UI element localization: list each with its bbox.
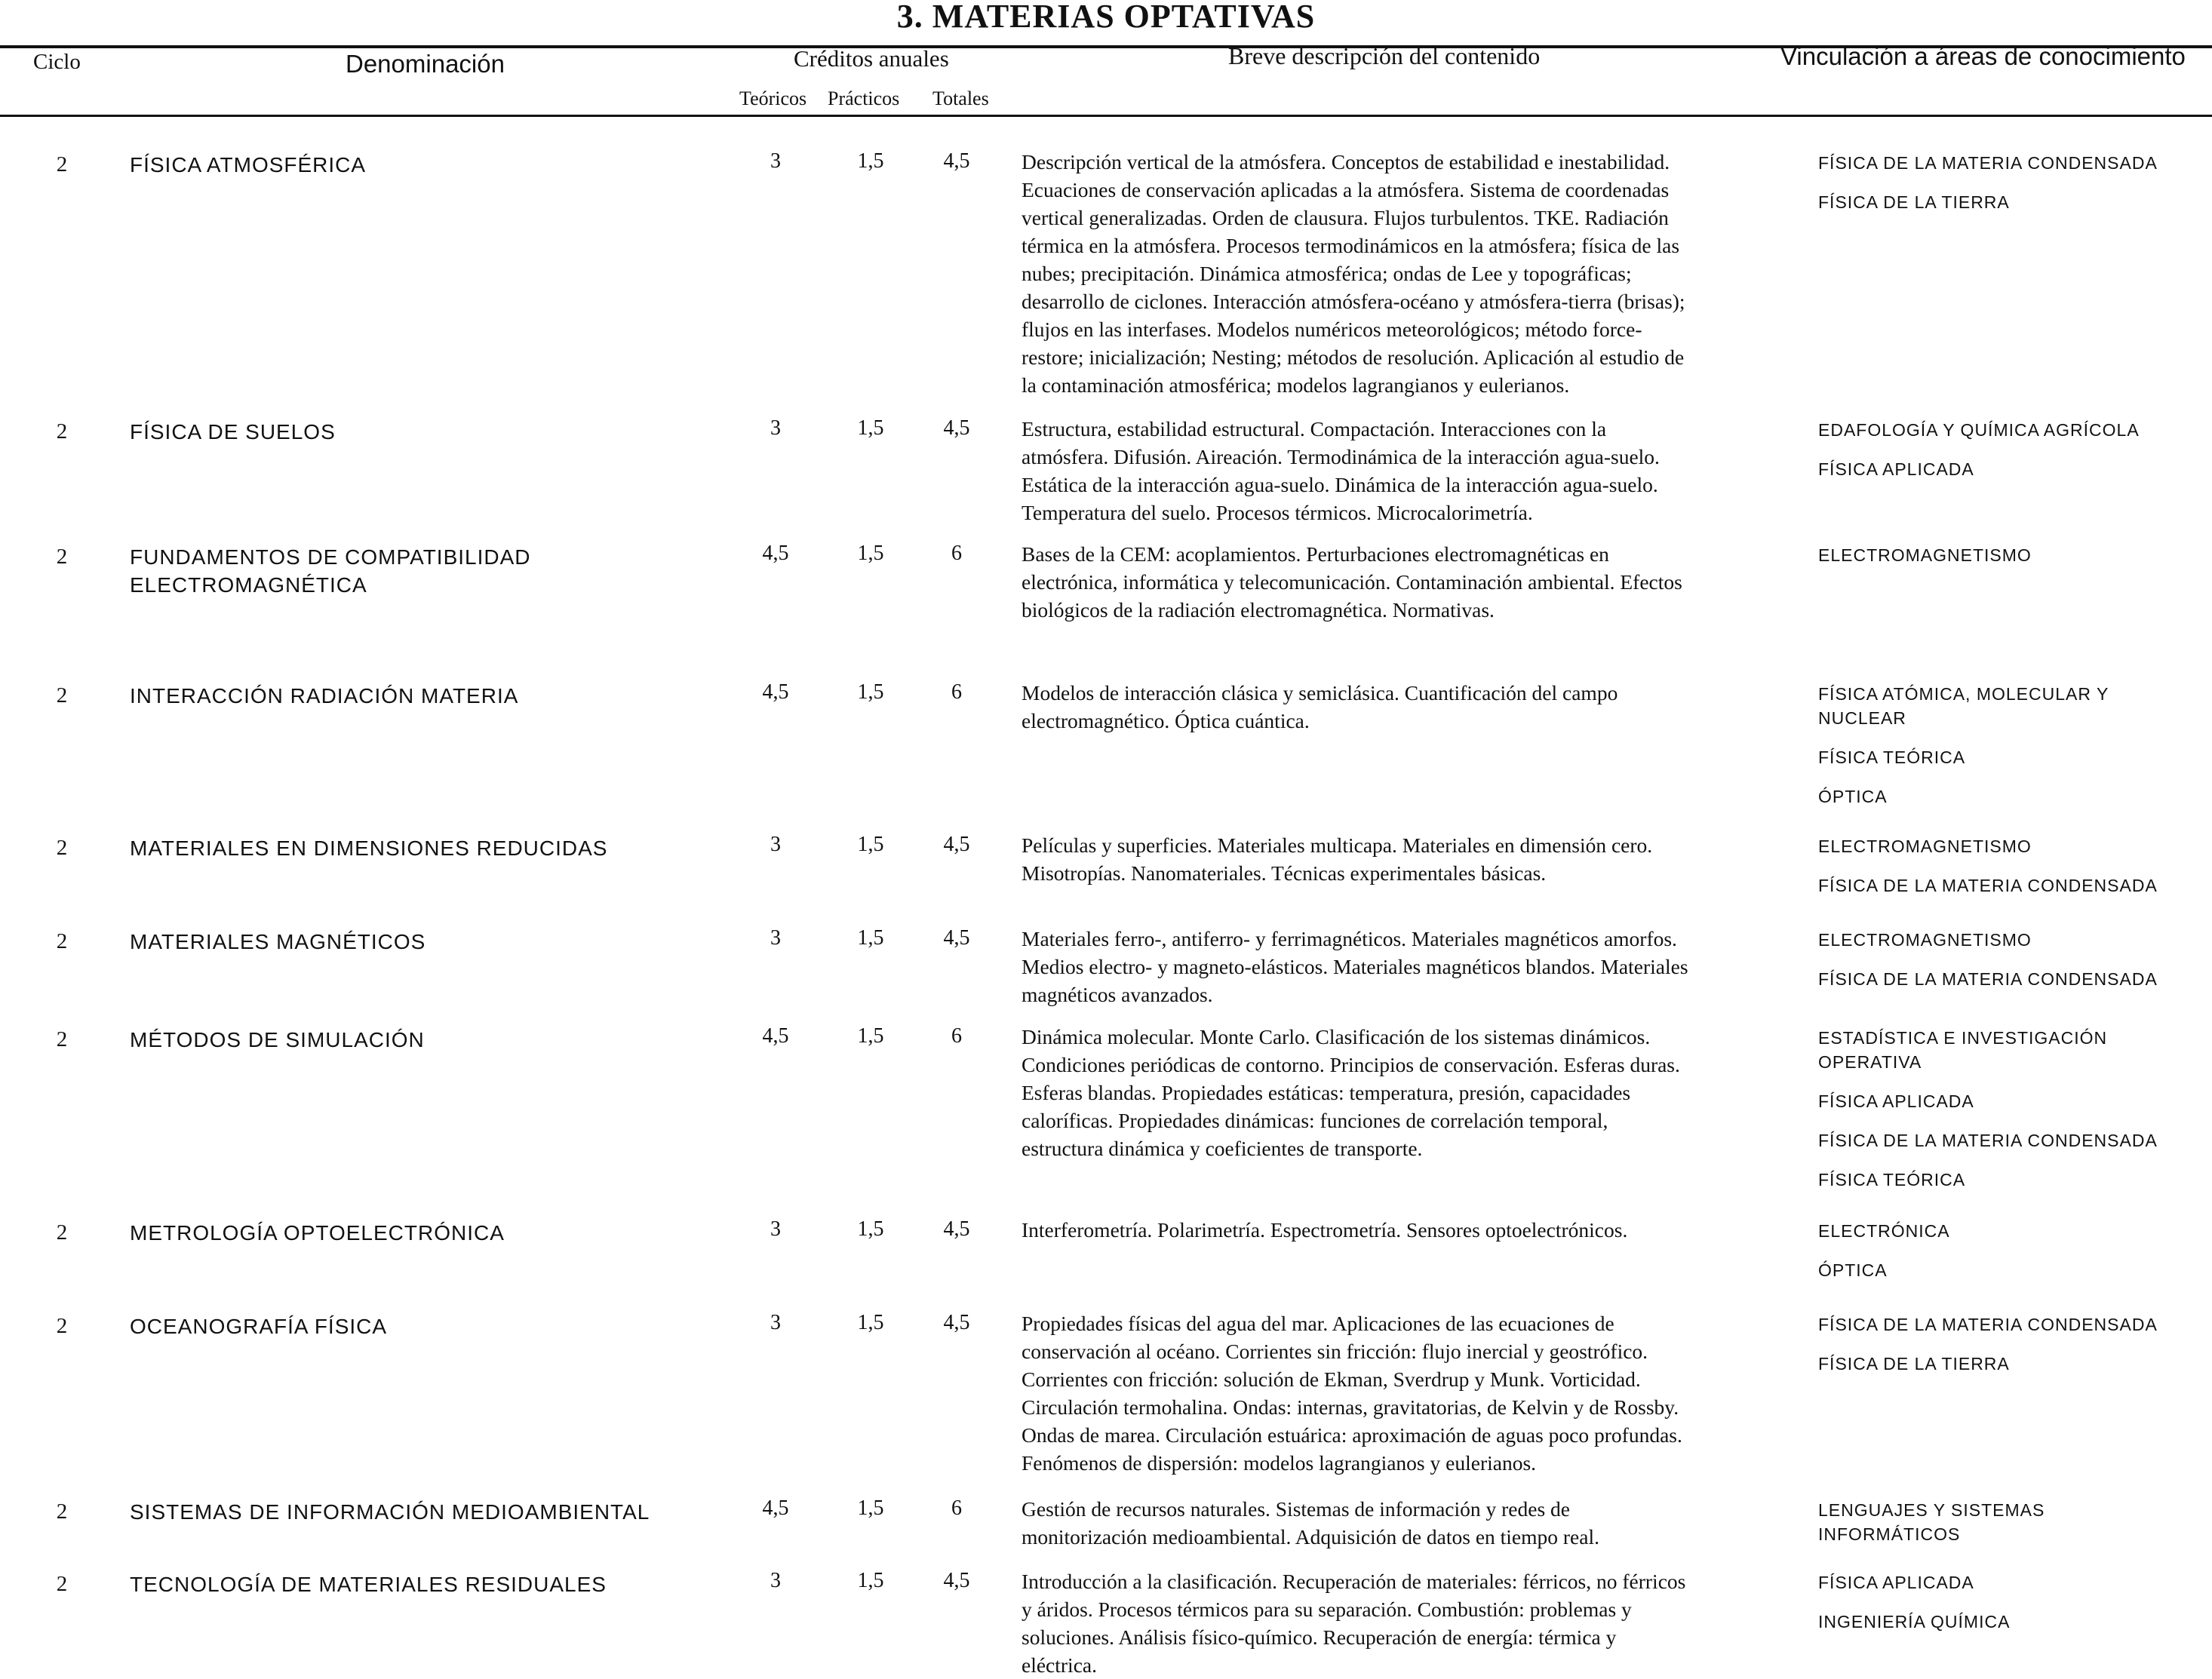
vinculacion-cell: [1818, 682, 2150, 824]
denominacion-cell: FÍSICA DE SUELOS: [130, 420, 336, 444]
descripcion-line: Descripción vertical de la atmósfera. Conceptos de estabilidad e inestabilidad.: [1022, 150, 1670, 173]
descripcion-line: Temperatura del suelo. Procesos térmicos. Microcalorimetría.: [1022, 501, 1533, 524]
area-item: FÍSICA TEÓRICA: [1818, 1170, 1966, 1189]
totales-cell: 4,5: [943, 1217, 970, 1241]
denominacion-cell: FUNDAMENTOS DE COMPATIBILIDAD ELECTROMAGNÉTICA: [130, 545, 531, 597]
descripcion-line: Gestión de recursos naturales. Sistemas de información y redes de: [1022, 1497, 1571, 1521]
denominacion-cell: INTERACCIÓN RADIACIÓN MATERIA: [130, 684, 519, 708]
header-creditos: Créditos anuales: [794, 45, 949, 72]
descripcion-line: Estática de la interacción agua-suelo. Dinámica de la interacción agua-suelo.: [1022, 473, 1658, 496]
descripcion-line: Circulación termohalina. Ondas: internas, gravitatorias, de Kelvin y de Rossby.: [1022, 1395, 1679, 1419]
totales-cell: 6: [951, 542, 962, 565]
descripcion-line: Propiedades físicas del agua del mar. Aplicaciones de las ecuaciones de: [1022, 1312, 1614, 1335]
vinculacion-cell: [1818, 1498, 2090, 1561]
header-descripcion: Breve descripción del contenido: [1228, 42, 1541, 69]
area-item: FÍSICA APLICADA: [1818, 1091, 1974, 1111]
teoricos-cell: 4,5: [762, 680, 789, 704]
practicos-cell: 1,5: [857, 416, 884, 440]
teoricos-cell: 3: [770, 1569, 781, 1592]
descripcion-line: desarrollo de ciclones. Interacción atmósfera-océano y atmósfera-tierra (brisas);: [1022, 290, 1685, 313]
descripcion-line: Ecuaciones de conservación aplicadas a la atmósfera. Sistema de coordenadas: [1022, 178, 1670, 201]
descripcion-line: Misotropías. Nanomateriales. Técnicas experimentales básicas.: [1022, 861, 1547, 885]
teoricos-cell: 3: [770, 833, 781, 856]
totales-cell: 6: [951, 1024, 962, 1048]
totales-cell: 4,5: [943, 1311, 970, 1334]
vinculacion-cell: [1818, 151, 2210, 229]
teoricos-cell: 3: [770, 1217, 781, 1241]
area-item: LENGUAJES Y SISTEMAS INFORMÁTICOS: [1818, 1500, 2045, 1544]
totales-cell: 4,5: [943, 149, 970, 173]
practicos-cell: 1,5: [857, 542, 884, 565]
denominacion-cell: MATERIALES EN DIMENSIONES REDUCIDAS: [130, 836, 608, 860]
page-title: 3. MATERIAS OPTATIVAS: [896, 0, 1316, 35]
descripcion-line: Ondas de marea. Circulación estuárica: aproximación de aguas poco profundas.: [1022, 1423, 1682, 1447]
totales-cell: 4,5: [943, 1569, 970, 1592]
practicos-cell: 1,5: [857, 926, 884, 950]
descripcion-line: electromagnético. Óptica cuántica.: [1022, 709, 1310, 732]
vinculacion-cell: [1818, 543, 2210, 582]
descripcion-line: Esferas blandas. Propiedades estáticas: temperatura, presión, capacidades: [1022, 1081, 1631, 1104]
header-denominacion: Denominación: [346, 50, 505, 78]
descripcion-line: atmósfera. Difusión. Aireación. Termodinámica de la interacción agua-suelo.: [1022, 445, 1660, 468]
area-item: ELECTROMAGNETISMO: [1818, 930, 2032, 950]
header-practicos: Prácticos: [828, 87, 900, 109]
descripcion-cell: [1022, 1023, 1776, 1162]
teoricos-cell: 3: [770, 149, 781, 173]
ciclo-cell: 2: [56, 545, 68, 569]
vinculacion-cell: [1818, 1026, 2180, 1207]
practicos-cell: 1,5: [857, 1311, 884, 1334]
descripcion-line: restore; inicialización; Nesting; métodos de resolución. Aplicación al estudio de: [1022, 345, 1685, 369]
header-vinculacion: Vinculación a áreas de conocimiento: [1780, 42, 2186, 70]
area-item: FÍSICA ATÓMICA, MOLECULAR Y NUCLEAR: [1818, 684, 2109, 728]
descripcion-line: Materiales ferro-, antiferro- y ferrimagnéticos. Materiales magnéticos amorfos.: [1022, 927, 1677, 950]
descripcion-cell: [1022, 148, 1776, 399]
totales-cell: 6: [951, 1496, 962, 1520]
header-teoricos: Teóricos: [739, 87, 807, 109]
ciclo-cell: 2: [56, 929, 68, 953]
ciclo-cell: 2: [56, 1499, 68, 1524]
descripcion-line: soluciones. Análisis físico-químico. Recuperación de energía: térmica y: [1022, 1625, 1617, 1649]
area-item: FÍSICA DE LA TIERRA: [1818, 192, 2010, 212]
area-item: FÍSICA DE LA MATERIA CONDENSADA: [1818, 1131, 2158, 1150]
descripcion-line: la contaminación atmosférica; modelos lagrangianos y eulerianos.: [1022, 373, 1570, 397]
descripcion-cell: [1022, 679, 1776, 735]
descripcion-line: Medios electro- y magneto-elásticos. Materiales magnéticos blandos. Materiales: [1022, 955, 1688, 978]
descripcion-line: nubes; precipitación. Dinámica atmosférica; ondas de Lee y topográficas;: [1022, 262, 1632, 285]
teoricos-cell: 3: [770, 1311, 781, 1334]
descripcion-line: Condiciones periódicas de contorno. Principios de conservación. Esferas duras.: [1022, 1053, 1680, 1076]
header-totales: Totales: [932, 87, 989, 109]
area-item: ESTADÍSTICA E INVESTIGACIÓN OPERATIVA: [1818, 1028, 2108, 1072]
denominacion-cell: SISTEMAS DE INFORMACIÓN MEDIOAMBIENTAL: [130, 1500, 650, 1524]
area-item: ÓPTICA: [1818, 1260, 1888, 1280]
practicos-cell: 1,5: [857, 1217, 884, 1241]
practicos-cell: 1,5: [857, 1024, 884, 1048]
vinculacion-cell: [1818, 834, 2210, 913]
totales-cell: 6: [951, 680, 962, 704]
area-item: FÍSICA DE LA MATERIA CONDENSADA: [1818, 876, 2158, 895]
descripcion-cell: [1022, 1309, 1776, 1477]
vinculacion-cell: [1818, 1219, 2210, 1297]
area-item: FÍSICA DE LA MATERIA CONDENSADA: [1818, 153, 2158, 173]
descripcion-line: y áridos. Procesos térmicos para su separación. Combustión: problemas y: [1022, 1598, 1632, 1621]
teoricos-cell: 3: [770, 416, 781, 440]
denominacion-cell: TECNOLOGÍA DE MATERIALES RESIDUALES: [130, 1573, 607, 1596]
descripcion-line: Corrientes con fricción: solución de Ekman, Sverdrup y Munk. Vorticidad.: [1022, 1367, 1641, 1391]
ciclo-cell: 2: [56, 683, 68, 708]
descripcion-line: Dinámica molecular. Monte Carlo. Clasificación de los sistemas dinámicos.: [1022, 1025, 1651, 1048]
descripcion-line: térmica en la atmósfera. Procesos termodinámicos en la atmósfera; física de las: [1022, 234, 1680, 257]
denominacion-cell: MÉTODOS DE SIMULACIÓN: [130, 1028, 425, 1051]
header-bottom-rule: [0, 115, 2212, 117]
denominacion-cell: MATERIALES MAGNÉTICOS: [130, 930, 426, 953]
totales-cell: 4,5: [943, 416, 970, 440]
descripcion-cell: [1022, 540, 1776, 624]
descripcion-cell: [1022, 1495, 1776, 1551]
ciclo-cell: 2: [56, 152, 68, 176]
descripcion-line: vertical generalizadas. Orden de clausura. Flujos turbulentos. TKE. Radiación: [1022, 206, 1669, 229]
area-item: ELECTROMAGNETISMO: [1818, 836, 2032, 856]
area-item: FÍSICA DE LA TIERRA: [1818, 1354, 2010, 1374]
descripcion-line: flujos en las interfases. Modelos numéricos meteorológicos; método force-: [1022, 318, 1642, 341]
ciclo-cell: 2: [56, 419, 68, 444]
practicos-cell: 1,5: [857, 1496, 884, 1520]
area-item: ELECTROMAGNETISMO: [1818, 545, 2032, 565]
descripcion-line: conservación al océano. Corrientes sin fricción: flujo inercial y geostrófico.: [1022, 1340, 1648, 1363]
area-item: ÓPTICA: [1818, 787, 1888, 806]
area-item: FÍSICA DE LA MATERIA CONDENSADA: [1818, 1315, 2158, 1334]
ciclo-cell: 2: [56, 1314, 68, 1338]
practicos-cell: 1,5: [857, 149, 884, 173]
totales-cell: 4,5: [943, 926, 970, 950]
teoricos-cell: 4,5: [762, 542, 789, 565]
teoricos-cell: 3: [770, 926, 781, 950]
descripcion-line: caloríficas. Propiedades dinámicas: funciones de correlación temporal,: [1022, 1109, 1608, 1132]
denominacion-cell: METROLOGÍA OPTOELECTRÓNICA: [130, 1221, 505, 1245]
area-item: INGENIERÍA QUÍMICA: [1818, 1612, 2011, 1631]
descripcion-line: electrónica, informática y telecomunicación. Contaminación ambiental. Efectos: [1022, 570, 1682, 594]
descripcion-line: Interferometría. Polarimetría. Espectrometría. Sensores optoelectrónicos.: [1022, 1218, 1628, 1242]
ciclo-cell: 2: [56, 1027, 68, 1051]
denominacion-cell: FÍSICA ATMOSFÉRICA: [130, 153, 367, 176]
ciclo-cell: 2: [56, 836, 68, 860]
descripcion-line: Introducción a la clasificación. Recuperación de materiales: férricos, no férricos: [1022, 1570, 1686, 1593]
descripcion-cell: [1022, 1216, 1776, 1244]
descripcion-line: estructura dinámica y coeficientes de transporte.: [1022, 1137, 1423, 1160]
denominacion-cell: OCEANOGRAFÍA FÍSICA: [130, 1315, 388, 1338]
teoricos-cell: 4,5: [762, 1496, 789, 1520]
descripcion-cell: [1022, 831, 1776, 887]
descripcion-line: Bases de la CEM: acoplamientos. Perturbaciones electromagnéticas en: [1022, 542, 1609, 566]
descripcion-line: Fenómenos de dispersión: modelos lagrangianos y eulerianos.: [1022, 1451, 1537, 1475]
descripcion-line: monitorización medioambiental. Adquisición de datos en tiempo real.: [1022, 1525, 1599, 1549]
area-item: FÍSICA APLICADA: [1818, 459, 1974, 479]
descripcion-line: magnéticos avanzados.: [1022, 983, 1213, 1006]
header-ciclo: Ciclo: [33, 50, 81, 74]
vinculacion-cell: [1818, 1570, 2210, 1649]
descripcion-line: Películas y superficies. Materiales multicapa. Materiales en dimensión cero.: [1022, 833, 1653, 857]
practicos-cell: 1,5: [857, 680, 884, 704]
descripcion-cell: [1022, 1567, 1776, 1679]
area-item: ELECTRÓNICA: [1818, 1221, 1950, 1241]
teoricos-cell: 4,5: [762, 1024, 789, 1048]
descripcion-line: eléctrica.: [1022, 1653, 1097, 1677]
practicos-cell: 1,5: [857, 1569, 884, 1592]
descripcion-line: Modelos de interacción clásica y semiclásica. Cuantificación del campo: [1022, 681, 1618, 704]
descripcion-line: Estructura, estabilidad estructural. Compactación. Interacciones con la: [1022, 417, 1607, 440]
area-item: FÍSICA TEÓRICA: [1818, 747, 1966, 767]
ciclo-cell: 2: [56, 1572, 68, 1596]
area-item: FÍSICA APLICADA: [1818, 1573, 1974, 1592]
vinculacion-cell: [1818, 928, 2210, 1006]
ciclo-cell: 2: [56, 1220, 68, 1245]
area-item: EDAFOLOGÍA Y QUÍMICA AGRÍCOLA: [1818, 420, 2140, 440]
totales-cell: 4,5: [943, 833, 970, 856]
descripcion-line: biológicos de la radiación electromagnética. Normativas.: [1022, 598, 1495, 622]
practicos-cell: 1,5: [857, 833, 884, 856]
descripcion-cell: [1022, 925, 1776, 1008]
descripcion-cell: [1022, 415, 1776, 526]
area-item: FÍSICA DE LA MATERIA CONDENSADA: [1818, 969, 2158, 989]
vinculacion-cell: [1818, 418, 2210, 496]
vinculacion-cell: [1818, 1312, 2210, 1391]
